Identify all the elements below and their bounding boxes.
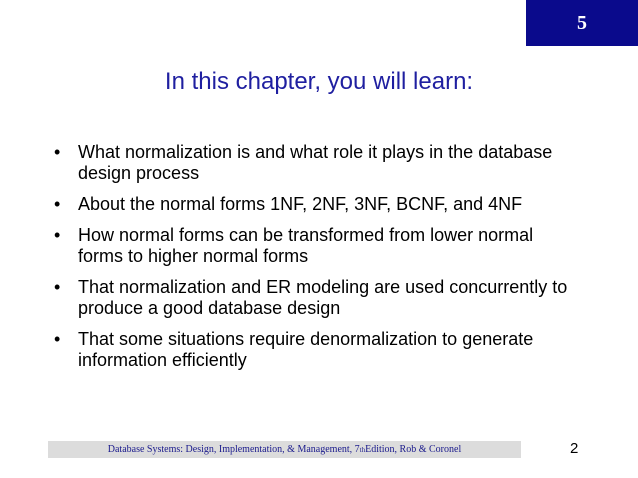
bullet-item [52,142,572,184]
footer-text-after: Edition, Rob & Coronel [365,444,462,455]
bullet-list [52,142,572,381]
bullet-text: What normalization is and what role it plays in the database design process [78,142,553,183]
chapter-number-badge [526,0,638,46]
footer-citation: Database Systems: Design, Implementation, & Management, 7 th Edition, Rob & Coronel [48,441,521,458]
chapter-number: 5 [577,11,587,34]
bullet-item [52,194,572,215]
footer-text-before: Database Systems: Design, Implementation, & Management, 7 [107,444,360,455]
slide-title: In this chapter, you will learn: [164,68,474,95]
bullet-text: About the normal forms 1NF, 2NF, 3NF, BCNF, and 4NF [78,194,523,214]
bullet-item [52,277,572,319]
bullet-text: That some situations require denormalization to generate information efficiently [78,329,534,370]
bullet-dot-icon: • [54,194,61,214]
bullet-item [52,329,572,371]
bullet-dot-icon: • [54,142,61,162]
page-number: 2 [570,440,579,457]
bullet-text: How normal forms can be transformed from lower normal forms to higher normal forms [78,225,534,266]
bullet-dot-icon: • [54,329,61,349]
bullet-dot-icon: • [54,277,61,297]
bullet-text: That normalization and ER modeling are used concurrently to produce a good database design [78,277,568,318]
bullet-dot-icon: • [54,225,61,245]
bullet-item [52,225,572,267]
